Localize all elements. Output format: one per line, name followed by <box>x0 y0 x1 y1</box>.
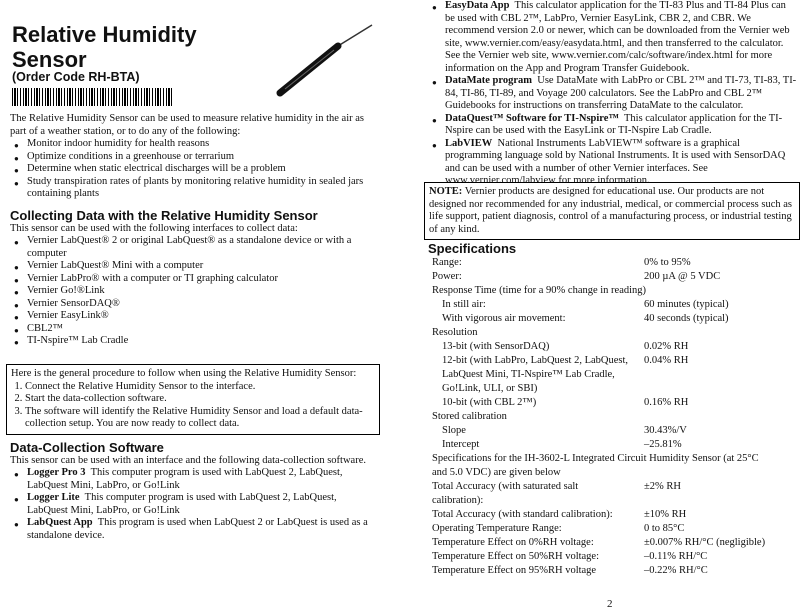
spec-value: 30.43%/V <box>644 425 687 436</box>
list-item: ● Vernier EasyLink® <box>27 310 370 323</box>
procedure-step: 2. Start the data-collection software. <box>25 393 375 406</box>
spec-row <box>432 354 802 396</box>
spec-value: 0 to 85°C <box>644 523 685 534</box>
software-name: Logger Lite <box>27 492 80 503</box>
spec-row <box>432 522 802 536</box>
spec-label: 13-bit (with SensorDAQ) <box>442 341 550 352</box>
spec-row <box>432 438 802 452</box>
spec-label: Power: <box>432 271 462 282</box>
list-item <box>27 492 370 517</box>
sensor-probe-image <box>250 20 380 105</box>
spec-value: 200 µA @ 5 VDC <box>644 271 721 282</box>
specs-table <box>432 256 802 578</box>
spec-row <box>432 298 802 312</box>
page-number: 2 <box>607 598 613 610</box>
collecting-text: This sensor can be used with the following interfaces to collect data: <box>10 222 298 234</box>
spec-value: 60 minutes (typical) <box>644 299 729 310</box>
software-text: This sensor can be used with an interface and the following data-collection software. <box>10 454 367 466</box>
spec-value: ±2% RH <box>644 481 681 492</box>
list-item: ● Vernier LabPro® with a computer or TI graphing calculator <box>27 273 370 286</box>
spec-value: 0% to 95% <box>644 257 691 268</box>
spec-value: 0.04% RH <box>644 355 689 366</box>
spec-label: Response Time (time for a 90% change in reading) <box>432 285 647 296</box>
spec-row <box>432 564 802 578</box>
spec-label: Intercept <box>442 439 480 450</box>
software-name: EasyData App <box>445 0 510 11</box>
spec-row <box>432 284 802 298</box>
list-item: ● Vernier LabQuest® 2 or original LabQuest® as a standalone device or with a computer <box>27 235 370 260</box>
spec-value: ±0.007% RH/°C (negligible) <box>644 537 766 548</box>
uses-list <box>10 138 370 201</box>
intro-section <box>10 113 370 201</box>
software-right-section <box>428 0 798 188</box>
spec-value: ±10% RH <box>644 509 687 520</box>
spec-row <box>432 508 802 522</box>
spec-row <box>432 480 802 508</box>
spec-row <box>432 270 802 284</box>
spec-row <box>432 550 802 564</box>
list-item <box>27 467 370 492</box>
procedure-intro: Here is the general procedure to follow when using the Relative Humidity Sensor: <box>11 368 357 379</box>
list-item: ● TI-Nspire™ Lab Cradle <box>27 335 370 348</box>
software-name: DataMate program <box>445 75 532 86</box>
software-name: LabQuest App <box>27 517 93 528</box>
note-text: Vernier products are designed for educational use. Our products are not designed nor recommended for any industrial, medical, or commercial process such as life support, patient diagnosis, control of a manufacturing process, or industrial testing of any kind. <box>429 186 793 235</box>
spec-label: Stored calibration <box>432 411 507 422</box>
list-item: ● Vernier SensorDAQ® <box>27 298 370 311</box>
spec-label: In still air: <box>442 299 486 310</box>
spec-label: Resolution <box>432 327 478 338</box>
intro-text: The Relative Humidity Sensor can be used to measure relative humidity in the air as part of a weather station, or to do any of the following: <box>10 113 364 137</box>
spec-row <box>432 340 802 354</box>
spec-value: –0.11% RH/°C <box>644 551 708 562</box>
list-item <box>445 113 798 138</box>
list-item: ● Study transpiration rates of plants by monitoring relative humidity in sealed jars containing plants <box>27 176 370 201</box>
procedure-box <box>6 364 380 435</box>
spec-row <box>432 424 802 438</box>
spec-label: Operating Temperature Range: <box>432 523 562 534</box>
software-desc: This computer program is used with LabQuest 2, LabQuest, LabQuest Mini, LabPro, or Go!Link <box>27 492 337 516</box>
spec-row <box>432 452 802 480</box>
spec-label: 12-bit (with LabPro, LabQuest 2, LabQuest, LabQuest Mini, TI-Nspire™ Lab Cradle, Go!Link, ULI, or SBI) <box>442 355 629 394</box>
software-desc: National Instruments LabVIEW™ software is a graphical programming language sold by National Instruments. It is used with SensorDAQ and can be used with a number of other Vernier interfaces. See www.vernier.com/labview for more information. <box>445 137 786 186</box>
spec-label: Total Accuracy (with standard calibration): <box>432 509 613 520</box>
software-desc: This computer program is used with LabQuest 2, LabQuest, LabQuest Mini, LabPro, or Go!Link <box>27 467 343 491</box>
spec-label: Specifications for the IH-3602-L Integrated Circuit Humidity Sensor (at 25°C and 5.0 VDC) are given below <box>432 453 759 478</box>
collecting-heading: Collecting Data with the Relative Humidity Sensor <box>10 208 318 223</box>
software-name: DataQuest™ Software for TI-Nspire™ <box>445 112 619 124</box>
interfaces-list <box>10 235 370 348</box>
procedure-steps <box>11 381 375 431</box>
spec-value: 40 seconds (typical) <box>644 313 729 324</box>
order-code: (Order Code RH-BTA) <box>12 70 140 84</box>
page-title: Relative Humidity Sensor <box>12 22 197 72</box>
software-desc: This calculator application for the TI-Nspire can be used with the EasyLink or TI-Nspire Lab Cradle. <box>445 112 783 136</box>
spec-label: Temperature Effect on 95%RH voltage <box>432 565 597 576</box>
spec-label: 10-bit (with CBL 2™) <box>442 397 537 408</box>
software-name: Logger Pro 3 <box>27 467 86 478</box>
software-name: LabVIEW <box>445 137 493 149</box>
list-item: ● Monitor indoor humidity for health reasons <box>27 138 370 151</box>
spec-row <box>432 536 802 550</box>
software-list <box>10 467 370 542</box>
spec-row <box>432 396 802 410</box>
list-item <box>445 75 798 113</box>
spec-label: Range: <box>432 257 462 268</box>
spec-row <box>432 312 802 326</box>
list-item: ● Optimize conditions in a greenhouse or terrarium <box>27 151 370 164</box>
list-item: ● Vernier LabQuest® Mini with a computer <box>27 260 370 273</box>
spec-row <box>432 410 802 424</box>
list-item <box>445 138 798 188</box>
spec-value: –0.22% RH/°C <box>644 565 708 576</box>
specs-heading: Specifications <box>428 241 517 256</box>
spec-label: Temperature Effect on 50%RH voltage: <box>432 551 600 562</box>
spec-label: Temperature Effect on 0%RH voltage: <box>432 537 594 548</box>
list-item <box>445 0 798 75</box>
software-right-list <box>428 0 798 188</box>
spec-value: –25.81% <box>644 439 682 450</box>
barcode <box>12 88 172 106</box>
spec-value: 0.16% RH <box>644 397 689 408</box>
procedure-step: 3. The software will identify the Relative Humidity Sensor and load a default data-collection setup. You are now ready to collect data. <box>25 406 375 431</box>
spec-row <box>432 326 802 340</box>
spec-label: With vigorous air movement: <box>442 313 566 324</box>
spec-value: 0.02% RH <box>644 341 689 352</box>
collecting-section <box>10 210 370 348</box>
software-section <box>10 442 370 542</box>
software-desc: This program is used when LabQuest 2 or LabQuest is used as a standalone device. <box>27 517 368 541</box>
note-label: NOTE: <box>429 186 463 197</box>
spec-row <box>432 256 802 270</box>
note-box <box>424 182 800 240</box>
procedure-step: 1. Connect the Relative Humidity Sensor to the interface. <box>25 381 375 394</box>
software-desc: Use DataMate with LabPro or CBL 2™ and TI-73, TI-83, TI-84, TI-86, TI-89, and Voyage 200 calculators. See the LabPro and CBL 2™ Guidebooks for instructions on transferring DataMate to the calculator. <box>445 75 797 111</box>
software-desc: This calculator application for the TI-83 Plus and TI-84 Plus can be used with CBL 2™, LabPro, Vernier EasyLink, CBR 2, and CBR. We recommend version 2.0 or newer, which can be downloaded from the Vernier web site, www.vernier.com/easy/easydata.html, and then transferred to the calculator. See the Vernier web site, www.vernier.com/calc/software/index.html for more information on the App and Program Transfer Guidebook. <box>445 0 790 74</box>
spec-label: Total Accuracy (with saturated salt calibration): <box>432 481 579 506</box>
list-item: ● CBL2™ <box>27 323 370 336</box>
list-item: ● Determine when static electrical discharges will be a problem <box>27 163 370 176</box>
list-item <box>27 517 370 542</box>
spec-label: Slope <box>442 425 466 436</box>
software-heading: Data-Collection Software <box>10 440 164 455</box>
list-item: ● Vernier Go!®Link <box>27 285 370 298</box>
